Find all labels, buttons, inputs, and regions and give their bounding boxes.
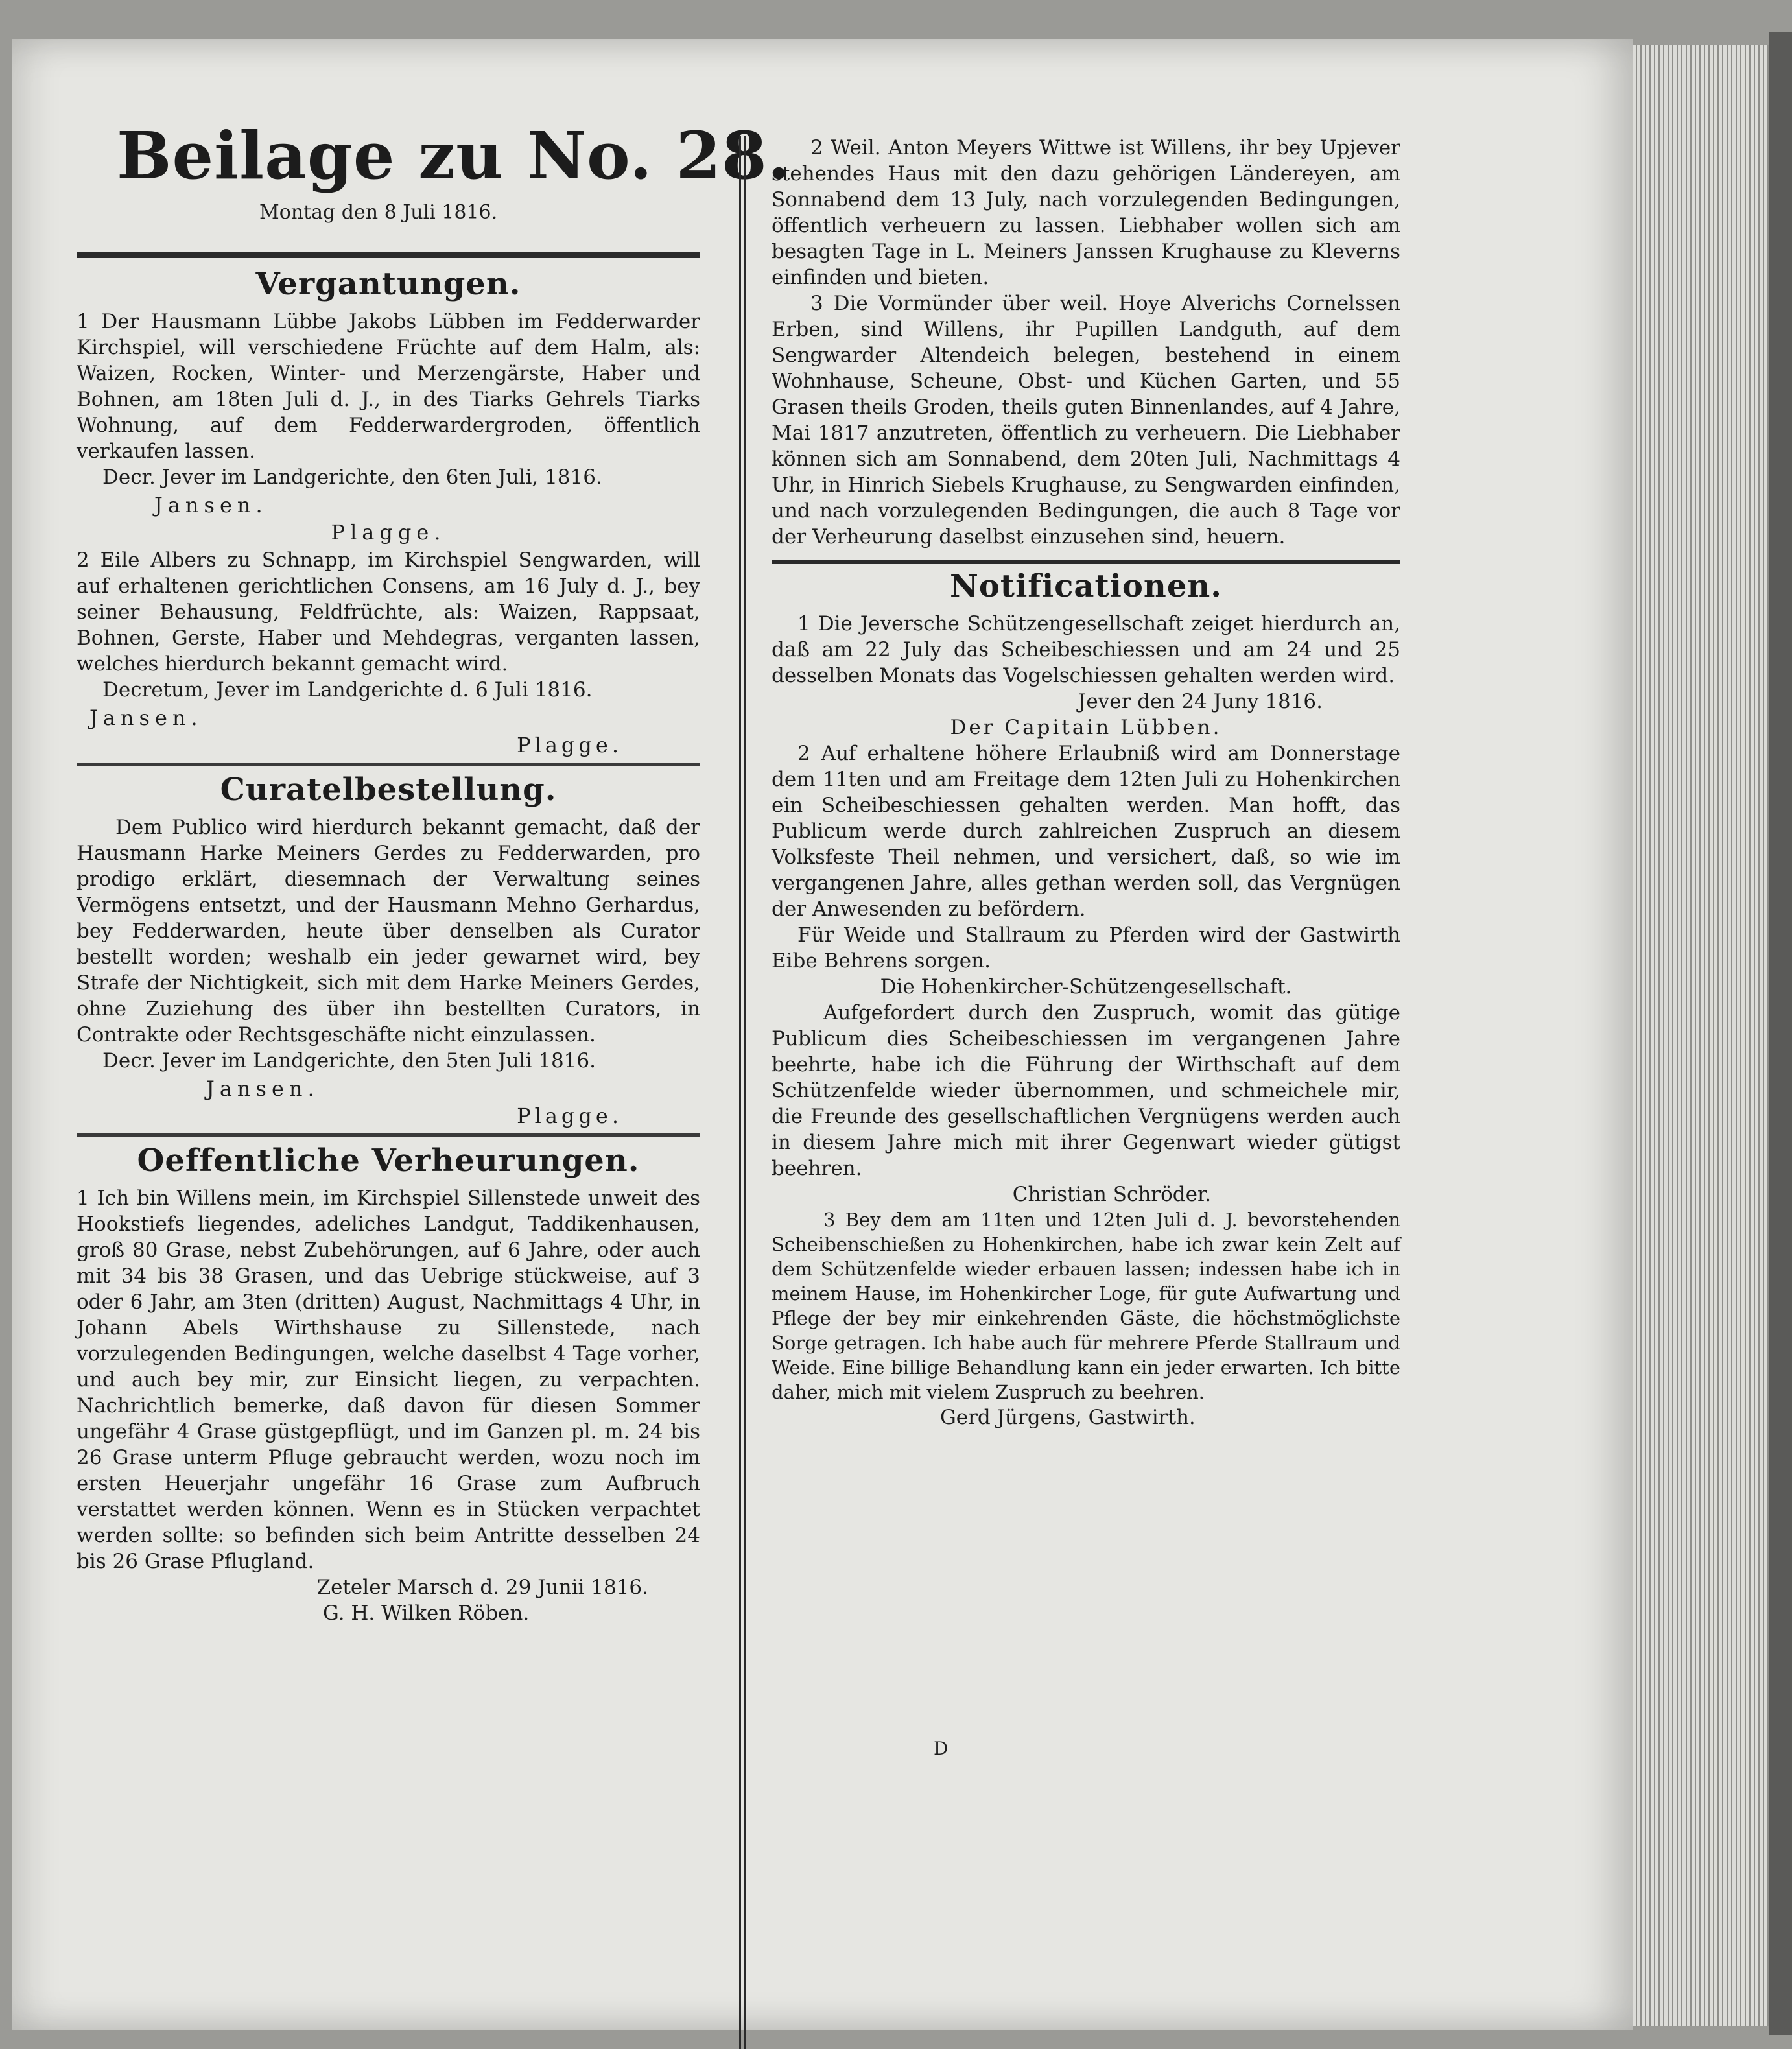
book-cover-edge <box>1769 32 1792 2035</box>
signature-jansen-2: Jansen. <box>89 705 203 730</box>
masthead-rule <box>77 252 700 258</box>
notif-item-2b: Für Weide und Stallraum zu Pferden wird der Gastwirth Eibe Behrens sorgen. <box>772 923 1400 973</box>
page-edges <box>1633 45 1769 2026</box>
vergantung-decree-1: Decr. Jever im Landgerichte, den 6ten Juli, 1816. <box>102 466 602 489</box>
verheurung-signer: G. H. Wilken Röben. <box>323 1602 530 1625</box>
section-rule-3 <box>772 560 1400 564</box>
vergantung-item-1: 1 Der Hausmann Lübbe Jakobs Lübben im Fedderwarder Kirchspiel, will verschiedene Früchte auf dem Halm, als: Waizen, Rocken, Winter- und Merzengärste, Haber und Bohnen, am 18ten Juli d. J., in des Tiarks Gehrels Tiarks Wohnung, auf dem Fedderwardergroden, öffentlich verkaufen lassen. <box>77 310 700 463</box>
heading-curatel: Curatelbestellung. <box>220 772 557 808</box>
notif-signature-3: Gerd Jürgens, Gastwirth. <box>940 1406 1196 1429</box>
masthead-title: Beilage zu No. 28. <box>117 117 791 194</box>
heading-vergantungen: Vergantungen. <box>255 266 521 302</box>
curatel-decree: Decr. Jever im Landgerichte, den 5ten Juli 1816. <box>102 1049 596 1072</box>
signature-plagge-2: Plagge. <box>517 733 622 757</box>
masthead-date: Montag den 8 Juli 1816. <box>259 201 498 224</box>
page-mark: D <box>934 1738 949 1759</box>
left-column <box>77 241 700 1626</box>
notif-item-3: 3 Bey dem am 11ten und 12ten Juli d. J. bevorstehenden Scheibenschießen zu Hohenkirchen, habe ich zwar kein Zelt auf dem Schützenfelde wieder erbauen lassen; indessen habe ich in meinem Hause, im Hohenkircher Loge, für gute Aufwartung und Pflege der bey mir einkehrenden Gäste, die höchstmöglichste Sorge getragen. Ich habe auch für mehrere Pferde Stallraum und Weide. Eine billige Behandlung kann ein jeder erwarten. Ich bitte daher, mich mit vielem Zuspruch zu beehren. <box>772 1209 1400 1403</box>
notif-place-1: Jever den 24 Juny 1816. <box>1078 690 1323 713</box>
masthead <box>117 117 791 224</box>
notif-item-1: 1 Die Jeversche Schützengesellschaft zeiget hierdurch an, daß am 22 July das Scheibeschiessen und am 24 und 25 desselben Monats das Vogelschiessen gehalten werden wird. <box>772 612 1400 687</box>
notif-signature-2: Die Hohenkircher-Schützengesellschaft. <box>880 975 1292 999</box>
section-rule-2 <box>77 1133 700 1137</box>
notif-item-2c: Aufgefordert durch den Zuspruch, womit das gütige Publicum dies Scheibeschiessen im vergangenen Jahre beehrte, habe ich die Führung der Wirthschaft auf dem Schützenfelde wieder übernommen, und schmeichele mir, die Freunde des gesellschaftlichen Vergnügens werden auch in diesem Jahre mich mit ihrer Gegenwart wieder gütigst beehren. <box>772 1001 1400 1180</box>
signature-plagge-3: Plagge. <box>517 1104 622 1128</box>
signature-plagge-1: Plagge. <box>331 520 446 545</box>
verheurung-item-2: 2 Weil. Anton Meyers Wittwe ist Willens, ihr bey Upjever stehendes Haus mit den dazu gehörigen Ländereyen, am Sonnabend dem 13 July, nach vorzulegenden Bedingungen, öffentlich verheuern zu lassen. Liebhaber wollen sich am besagten Tage in L. Meiners Janssen Krughause zu Kleverns einfinden und bieten. <box>772 136 1400 289</box>
heading-verheurungen: Oeffentliche Verheurungen. <box>137 1143 640 1179</box>
vergantung-decree-2: Decretum, Jever im Landgerichte d. 6 Juli 1816. <box>102 678 593 702</box>
notif-item-2: 2 Auf erhaltene höhere Erlaubniß wird am Donnerstage dem 11ten und am Freitage dem 12ten Juli zu Hohenkirchen ein Scheibeschiessen gehalten werden. Man hofft, das Publicum werde durch zahlreichen Zuspruch an diesem Volksfeste Theil nehmen, und versichert, daß, so wie im vergangenen Jahre, alles gethan werden soll, das Vergnügen der Anwesenden zu befördern. <box>772 742 1400 921</box>
verheurung-place: Zeteler Marsch d. 29 Junii 1816. <box>316 1576 648 1599</box>
verheurung-item-3: 3 Die Vormünder über weil. Hoye Alverichs Cornelssen Erben, sind Willens, ihr Pupillen Landguth, auf dem Sengwarder Altendeich belegen, bestehend in einem Wohnhause, Scheune, Obst- und Küchen Garten, und 55 Grasen theils Groden, theils guten Binnenlandes, auf 4 Jahre, Mai 1817 anzutreten, öffentlich zu verheuern. Die Liebhaber können sich am Sonnabend, dem 20ten Juli, Nachmittags 4 Uhr, in Hinrich Siebels Krughause, zu Sengwarden einfinden, und nach vorzulegenden Bedingungen, die auch 8 Tage vor der Verheurung daselbst einzusehen sind, heuern. <box>772 292 1400 549</box>
notif-signature-1: Der Capitain Lübben. <box>950 716 1222 739</box>
heading-notificationen: Notificationen. <box>950 568 1222 604</box>
verheurung-item-1: 1 Ich bin Willens mein, im Kirchspiel Sillenstede unweit des Hookstiefs liegendes, adeliches Landgut, Taddikenhausen, groß 80 Grase, nebst Zubehörungen, auf 6 Jahre, oder auch mit 34 bis 38 Grasen, und das Uebrige stückweise, auf 3 oder 6 Jahr, am 3ten (dritten) August, Nachmittags 4 Uhr, in Johann Abels Wirthshause zu Sillenstede, nach vorzulegenden Bedingungen, welche daselbst 4 Tage vorher, und auch bey mir, zur Einsicht liegen, zu verpachten. Nachrichtlich bemerke, daß davon für diesen Sommer ungefähr 4 Grase güstgepflügt, und im Ganzen pl. m. 24 bis 26 Grase unterm Pfluge gebraucht werden, wozu noch im ersten Heuerjahr ungefähr 16 Grase zum Aufbruch verstattet werden können. Wenn es in Stücken verpachtet werden sollte: so befinden sich beim Antritte desselben 24 bis 26 Grase Pflugland. <box>77 1187 700 1573</box>
right-column <box>772 135 1400 1430</box>
column-divider <box>739 136 746 2049</box>
vergantung-item-2: 2 Eile Albers zu Schnapp, im Kirchspiel Sengwarden, will auf erhaltenen gerichtlichen Consens, am 16 July d. J., bey seiner Behausung, Feldfrüchte, als: Waizen, Rappsaat, Bohnen, Gerste, Haber und Mehdegras, verganten lassen, welches hierdurch bekannt gemacht wird. <box>77 549 700 676</box>
curatel-text: Dem Publico wird hierdurch bekannt gemacht, daß der Hausmann Harke Meiners Gerdes zu Fedderwarden, pro prodigo erklärt, diesemnach der Verwaltung seines Vermögens entsetzt, und der Hausmann Mehno Gerhardus, bey Fedderwarden, heute über denselben als Curator bestellt worden; weshalb ein jeder gewarnet wird, bey Strafe der Nichtigkeit, sich mit dem Harke Meiners Gerdes, ohne Zuziehung des über ihn bestellten Curators, in Contrakte oder Rechtsgeschäfte nicht einzulassen. <box>77 816 700 1047</box>
section-rule-1 <box>77 763 700 766</box>
signature-jansen-1: Jansen. <box>154 493 268 517</box>
signature-jansen-3: Jansen. <box>206 1076 320 1101</box>
notif-signature-2c: Christian Schröder. <box>1012 1183 1212 1206</box>
